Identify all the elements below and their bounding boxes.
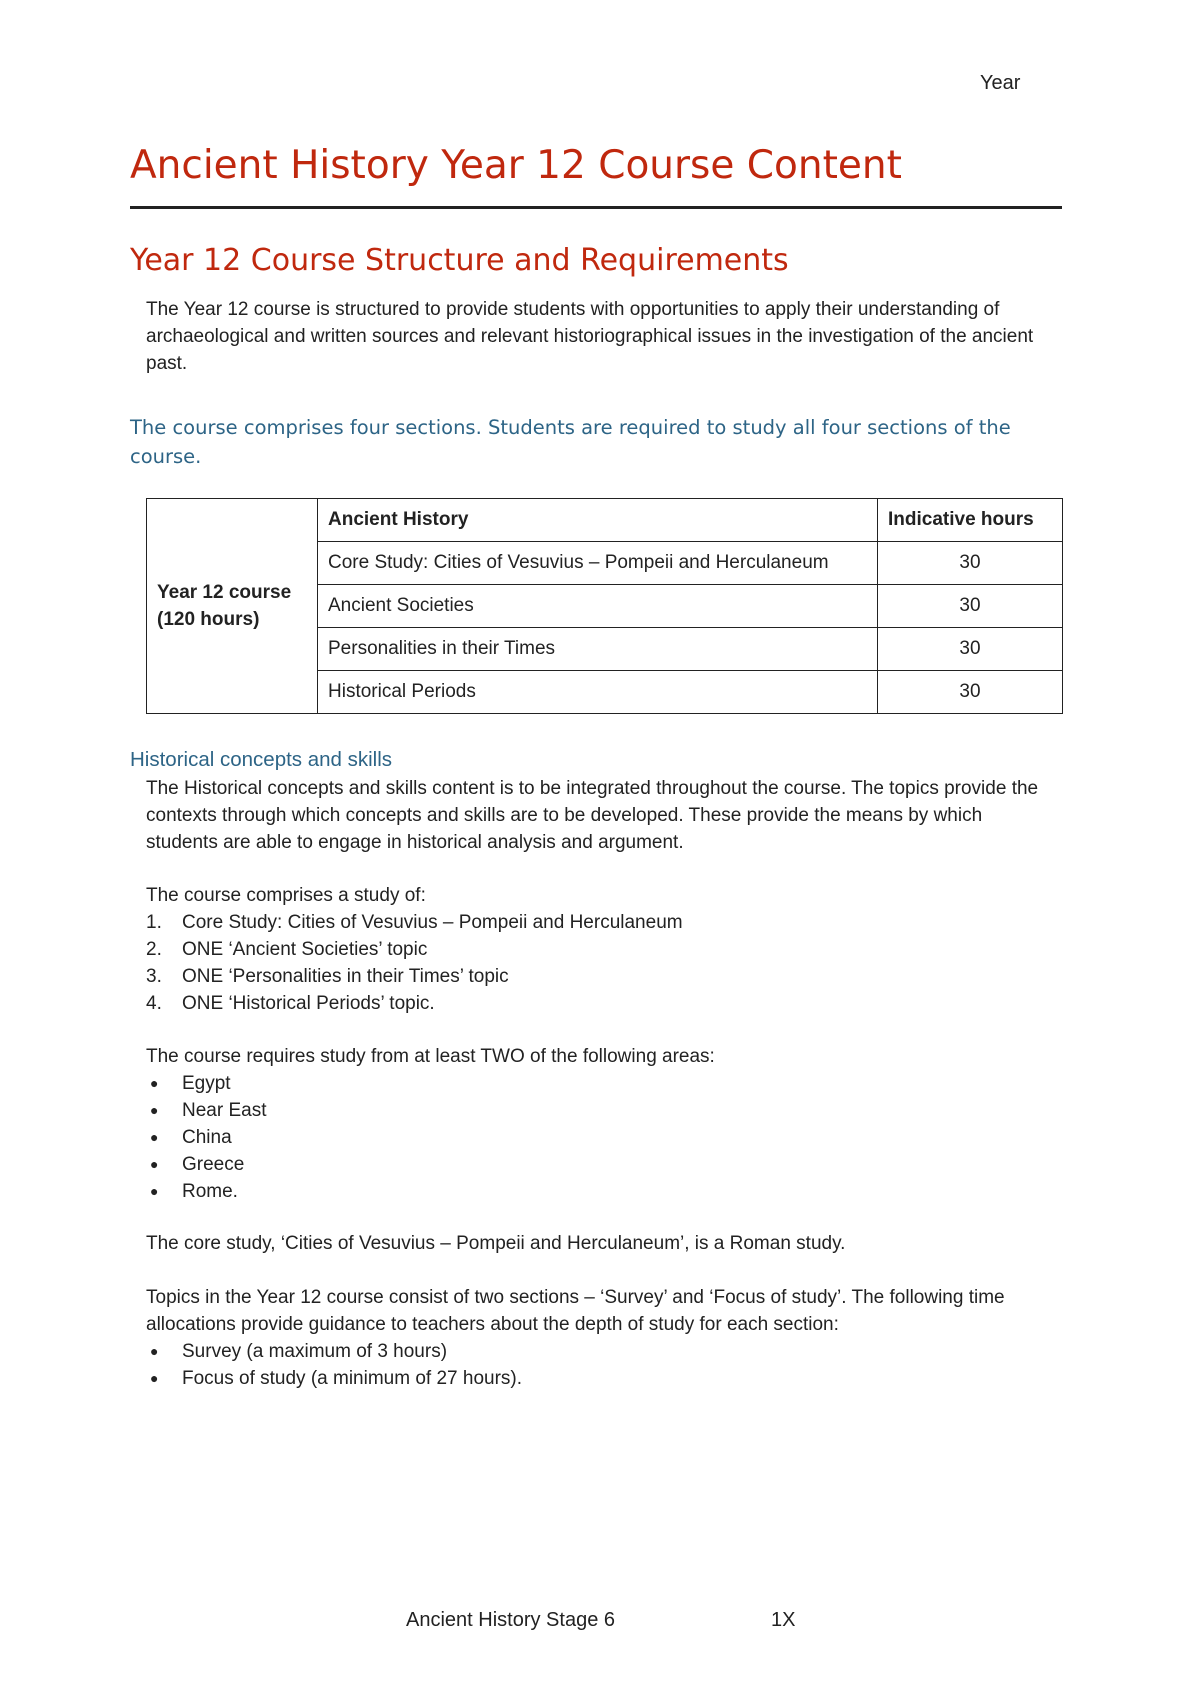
list-item	[146, 1178, 266, 1205]
list-item	[146, 1365, 522, 1392]
core-study-note: The core study, ‘Cities of Vesuvius – Pompeii and Herculaneum’, is a Roman study.	[146, 1233, 846, 1254]
list-number: 2.	[146, 939, 162, 960]
list-item	[146, 990, 683, 1017]
allocation-text: Focus of study (a minimum of 27 hours).	[182, 1368, 523, 1389]
course-note: The course comprises four sections. Students are required to study all four sections of the course.	[130, 416, 1011, 468]
areas-intro: The course requires study from at least TWO of the following areas:	[146, 1046, 715, 1067]
bullet-icon: ●	[150, 1370, 159, 1386]
table-header-row	[147, 499, 1063, 542]
course-structure-table	[146, 498, 1063, 714]
list-item-text: ONE ‘Ancient Societies’ topic	[182, 939, 428, 960]
bullet-icon: ●	[150, 1129, 159, 1145]
list-item	[146, 936, 683, 963]
running-header: Year	[980, 72, 1021, 94]
bullet-icon: ●	[150, 1183, 159, 1199]
bullet-icon: ●	[150, 1156, 159, 1172]
area-text: Egypt	[182, 1073, 231, 1094]
time-allocations-list	[146, 1338, 522, 1392]
list-number: 1.	[146, 912, 162, 933]
row-header-line2: (120 hours)	[157, 609, 260, 630]
area-text: China	[182, 1127, 232, 1148]
hours-cell: 30	[878, 628, 1063, 671]
list-item	[146, 1070, 266, 1097]
col-header-topic: Ancient History	[318, 499, 878, 542]
concepts-paragraph: The Historical concepts and skills content is to be integrated throughout the course. The topics provide the contexts through which concepts and skills are to be developed. These provide the means by which students are able to engage in historical analysis and argument.	[146, 778, 1039, 853]
area-text: Rome.	[182, 1181, 238, 1202]
topic-cell: Personalities in their Times	[318, 628, 878, 671]
bullet-icon: ●	[150, 1075, 159, 1091]
study-intro: The course comprises a study of:	[146, 885, 426, 906]
list-item	[146, 1151, 266, 1178]
list-item	[146, 1338, 522, 1365]
list-item	[146, 1124, 266, 1151]
hours-cell: 30	[878, 542, 1063, 585]
concepts-heading: Historical concepts and skills	[130, 748, 393, 771]
col-header-hours: Indicative hours	[878, 499, 1063, 542]
list-item-text: ONE ‘Historical Periods’ topic.	[182, 993, 435, 1014]
topic-cell: Core Study: Cities of Vesuvius – Pompeii and Herculaneum	[318, 542, 878, 585]
list-number: 4.	[146, 993, 162, 1014]
section-heading: Year 12 Course Structure and Requirements	[130, 243, 789, 278]
topics-paragraph: Topics in the Year 12 course consist of two sections – ‘Survey’ and ‘Focus of study’. The following time allocations provide guidance to teachers about the depth of study for each section:	[146, 1287, 1005, 1335]
row-header-line1: Year 12 course	[157, 582, 292, 603]
hours-cell: 30	[878, 585, 1063, 628]
title-divider	[130, 206, 1062, 209]
area-text: Greece	[182, 1154, 245, 1175]
hours-cell: 30	[878, 671, 1063, 714]
intro-paragraph: The Year 12 course is structured to provide students with opportunities to apply their understanding of archaeological and written sources and relevant historiographical issues in the investigation of the ancient past.	[146, 299, 1034, 374]
bullet-icon: ●	[150, 1343, 159, 1359]
topic-cell: Ancient Societies	[318, 585, 878, 628]
study-list	[146, 909, 683, 1017]
area-text: Near East	[182, 1100, 267, 1121]
list-item	[146, 963, 683, 990]
list-item-text: ONE ‘Personalities in their Times’ topic	[182, 966, 509, 987]
list-item	[146, 1097, 266, 1124]
allocation-text: Survey (a maximum of 3 hours)	[182, 1341, 448, 1362]
bullet-icon: ●	[150, 1102, 159, 1118]
areas-list	[146, 1070, 266, 1205]
list-number: 3.	[146, 966, 162, 987]
list-item-text: Core Study: Cities of Vesuvius – Pompeii and Herculaneum	[182, 912, 683, 933]
document-title: Ancient History Year 12 Course Content	[130, 143, 902, 188]
footer-title: Ancient History Stage 6	[406, 1609, 615, 1631]
footer-page-number: 1X	[771, 1609, 796, 1631]
list-item	[146, 909, 683, 936]
topic-cell: Historical Periods	[318, 671, 878, 714]
year12-course-cell	[147, 499, 318, 714]
